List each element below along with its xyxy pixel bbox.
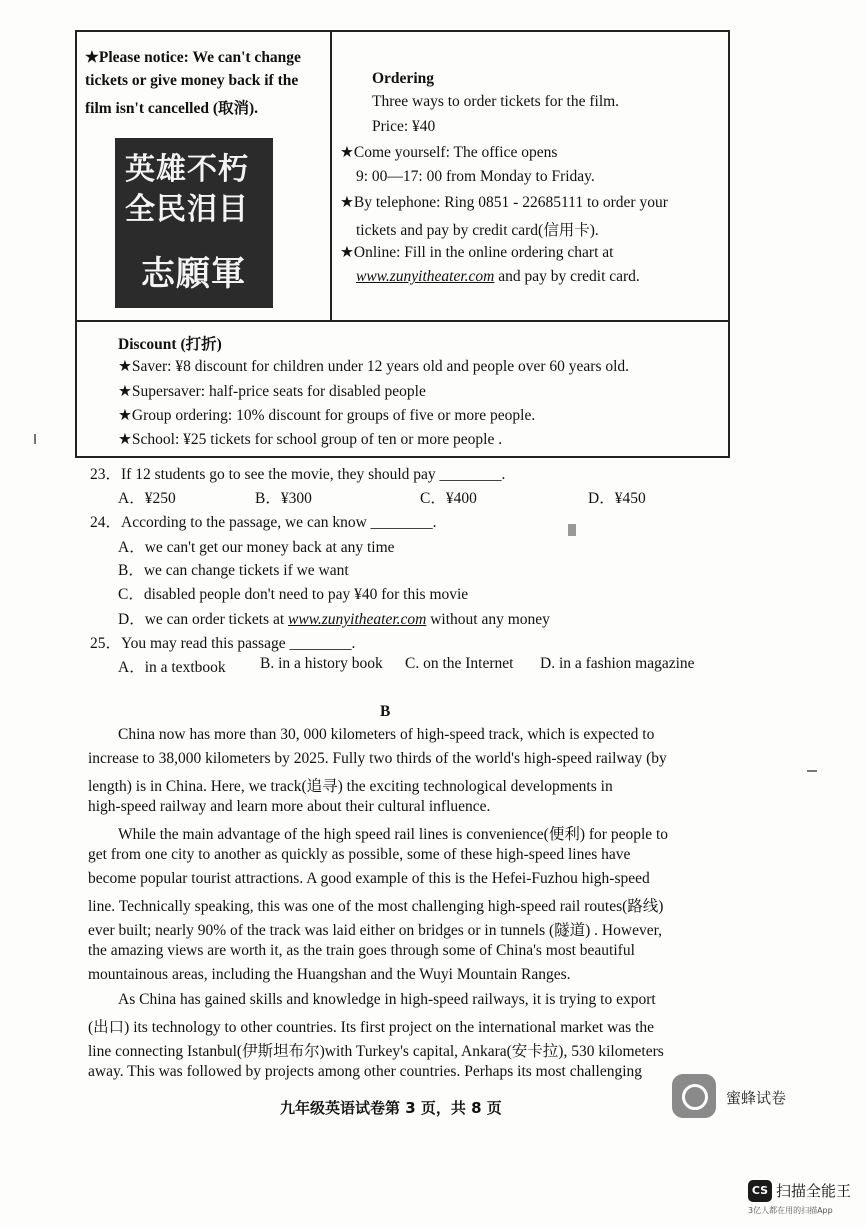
ordering-price: Price: ¥40 — [372, 118, 436, 135]
question-23-option-a: A．¥250 — [118, 490, 176, 507]
box-horizontal-divider — [75, 320, 730, 322]
camscanner-name: 扫描全能王 — [776, 1182, 852, 1200]
film-poster — [115, 138, 273, 308]
section-b-p3-line-3: line connecting Istanbul(伊斯坦布尔)with Turkey's capital, Ankara(安卡拉), 530 kilometers — [88, 1043, 664, 1060]
poster-line-2: 全民泪目 — [125, 192, 249, 227]
box-vertical-divider — [330, 30, 332, 322]
poster-line-1: 英雄不朽 — [125, 152, 249, 187]
discount-item-group: ★Group ordering: 10% discount for groups of five or more people. — [118, 407, 536, 424]
scan-speck — [568, 524, 576, 536]
discount-item-saver: ★Saver: ¥8 discount for children under 12 years old and people over 60 years old. — [118, 358, 630, 375]
section-b-p2-line-1: While the main advantage of the high speed rail lines is convenience(便利) for people to — [118, 826, 669, 843]
section-b-heading: B — [380, 703, 391, 720]
section-b-p2-line-7: mountainous areas, including the Huangshan and the Wuyi Mountain Ranges. — [88, 966, 571, 983]
question-24-option-d-pre: D．we can order tickets at — [118, 611, 289, 628]
mifeng-app-logo — [672, 1074, 716, 1118]
section-b-p3-line-1: As China has gained skills and knowledge in high-speed railways, it is trying to export — [118, 991, 656, 1008]
question-25-option-b: B. in a history book — [260, 655, 383, 672]
ordering-online-rest: and pay by credit card. — [494, 268, 640, 285]
question-25-option-a: A．in a textbook — [118, 659, 226, 676]
section-b-p2-line-4: line. Technically speaking, this was one of the most challenging high-speed rail routes(路线) — [88, 898, 664, 915]
ordering-tel-1: ★By telephone: Ring 0851 - 22685111 to order your — [340, 194, 668, 211]
discount-item-supersaver: ★Supersaver: half-price seats for disabled people — [118, 383, 426, 400]
ordering-tel-2: tickets and pay by credit card(信用卡). — [356, 222, 599, 239]
section-b-p3-line-2: (出口) its technology to other countries. Its first project on the international market was the — [88, 1019, 655, 1036]
question-23-stem: 23．If 12 students go to see the movie, they should pay ________. — [90, 466, 506, 483]
question-25-stem: 25．You may read this passage ________. — [90, 635, 356, 652]
scan-speck — [34, 434, 36, 444]
camscanner-logo: CS — [748, 1180, 772, 1202]
section-b-p1-line-2: increase to 38,000 kilometers by 2025. Fully two thirds of the world's high-speed railway (by — [88, 750, 667, 767]
ordering-online-2 — [356, 268, 640, 286]
section-b-p2-line-5: ever built; nearly 90% of the track was laid either on bridges or in tunnels (隧道) . However, — [88, 922, 662, 939]
question-24-option-b: B．we can change tickets if we want — [118, 562, 349, 579]
question-23-option-d: D．¥450 — [588, 490, 646, 507]
question-25-option-d: D. in a fashion magazine — [540, 655, 695, 672]
section-b-p1-line-3: length) is in China. Here, we track(追寻) the exciting technological developments in — [88, 778, 613, 795]
discount-title: Discount (打折) — [118, 336, 222, 353]
question-24-stem: 24．According to the passage, we can know ________. — [90, 514, 437, 531]
page-footer: 九年级英语试卷第 3 页，共 8 页 — [280, 1099, 502, 1117]
question-23-option-b: B．¥300 — [255, 490, 312, 507]
ordering-title: Ordering — [372, 70, 434, 87]
section-b-p2-line-6: the amazing views are worth it, as the train goes through some of China's most beautiful — [88, 942, 635, 959]
question-24-option-c: C．disabled people don't need to pay ¥40 for this movie — [118, 586, 469, 603]
section-b-p2-line-2: get from one city to another as quickly as possible, some of these high-speed lines have — [88, 846, 631, 863]
discount-item-school: ★School: ¥25 tickets for school group of ten or more people . — [118, 431, 503, 448]
question-23-option-c: C．¥400 — [420, 490, 477, 507]
question-24-option-a: A．we can't get our money back at any time — [118, 539, 395, 556]
ordering-intro: Three ways to order tickets for the film. — [372, 93, 620, 110]
question-24-option-d-post: without any money — [426, 611, 550, 628]
notice-line-3: film isn't cancelled (取消). — [85, 100, 259, 117]
scan-speck — [807, 770, 817, 772]
question-25-option-c: C. on the Internet — [405, 655, 514, 672]
section-b-p3-line-4: away. This was followed by projects among other countries. Perhaps its most challenging — [88, 1063, 643, 1080]
theater-website-link[interactable]: www.zunyitheater.com — [356, 268, 495, 285]
notice-line-1: ★Please notice: We can't change — [85, 49, 301, 66]
camscanner-slogan: 3亿人都在用的扫描App — [748, 1206, 833, 1215]
question-24-option-d-link[interactable]: www.zunyitheater.com — [288, 611, 427, 628]
ordering-online-1: ★Online: Fill in the online ordering chart at — [340, 244, 614, 261]
question-24-option-d — [118, 607, 550, 629]
section-b-p1-line-4: high-speed railway and learn more about their cultural influence. — [88, 798, 491, 815]
section-b-p2-line-3: become popular tourist attractions. A good example of this is the Hefei-Fuzhou high-speed — [88, 870, 650, 887]
notice-line-2: tickets or give money back if the — [85, 72, 299, 89]
ordering-come-2: 9: 00—17: 00 from Monday to Friday. — [356, 168, 595, 185]
poster-line-3: 志願軍 — [141, 254, 246, 294]
section-b-p1-line-1: China now has more than 30, 000 kilometers of high-speed track, which is expected to — [118, 726, 655, 743]
mifeng-app-name: 蜜蜂试卷 — [726, 1089, 787, 1107]
ordering-come-1: ★Come yourself: The office opens — [340, 144, 558, 161]
